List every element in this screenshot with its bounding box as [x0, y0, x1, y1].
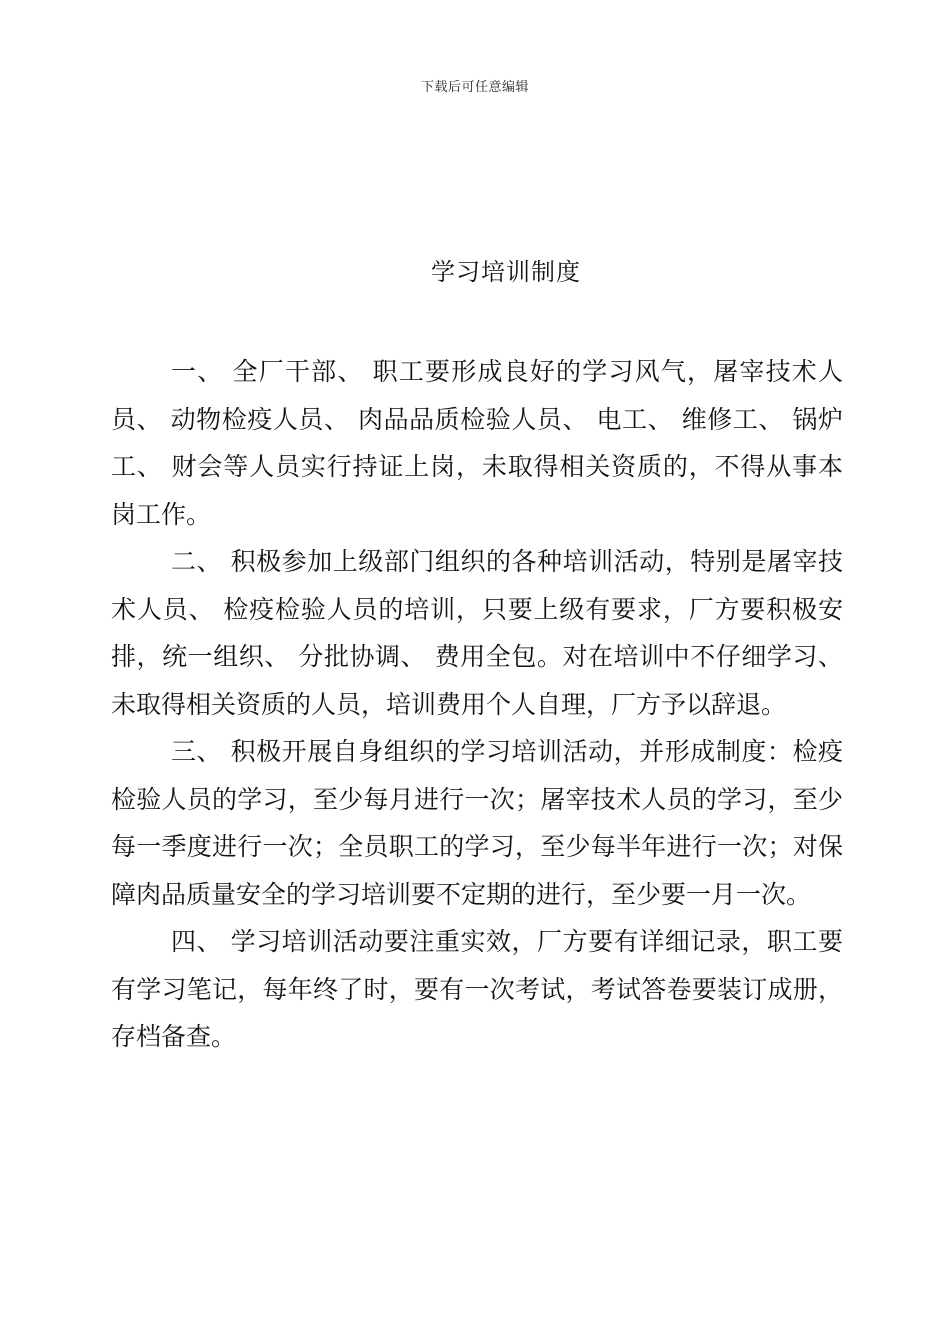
- paragraph-number: 四、: [171, 927, 223, 956]
- paragraph-2: [111, 538, 843, 728]
- paragraph-number: 三、: [171, 737, 223, 766]
- paragraph-text: 学习培训活动要注重实效，厂方要有详细记录，职工要有学习笔记，每年终了时，要有一次考试，考试答卷要装订成册，存档备查。: [111, 927, 843, 1051]
- paragraph-number: 一、: [171, 357, 224, 386]
- paragraph-text: 积极参加上级部门组织的各种培训活动，特别是屠宰技术人员、 检疫检验人员的培训，只要上级有要求，厂方要积极安排，统一组织、 分批协调、 费用全包。对在培训中不仔细学习、 未取得相关资质的人员，培训费用个人自理，厂方予以辞退。: [111, 547, 843, 719]
- paragraph-3: [111, 728, 843, 918]
- paragraph-1: [111, 348, 843, 538]
- paragraph-number: 二、: [171, 547, 223, 576]
- paragraph-4: [111, 918, 843, 1061]
- document-title: 学习培训制度: [431, 258, 581, 286]
- document-body: [111, 348, 843, 1061]
- page-header-note: 下载后可任意编辑: [420, 80, 529, 95]
- paragraph-text: 积极开展自身组织的学习培训活动，并形成制度：检疫检验人员的学习，至少每月进行一次；屠宰技术人员的学习，至少每一季度进行一次；全员职工的学习，至少每半年进行一次；对保障肉品质量安全的学习培训要不定期的进行，至少要一月一次。: [111, 737, 843, 909]
- paragraph-text: 全厂干部、 职工要形成良好的学习风气，屠宰技术人员、 动物检疫人员、 肉品品质检验人员、 电工、 维修工、 锅炉工、 财会等人员实行持证上岗，未取得相关资质的，不得从事本岗工作。: [111, 357, 843, 529]
